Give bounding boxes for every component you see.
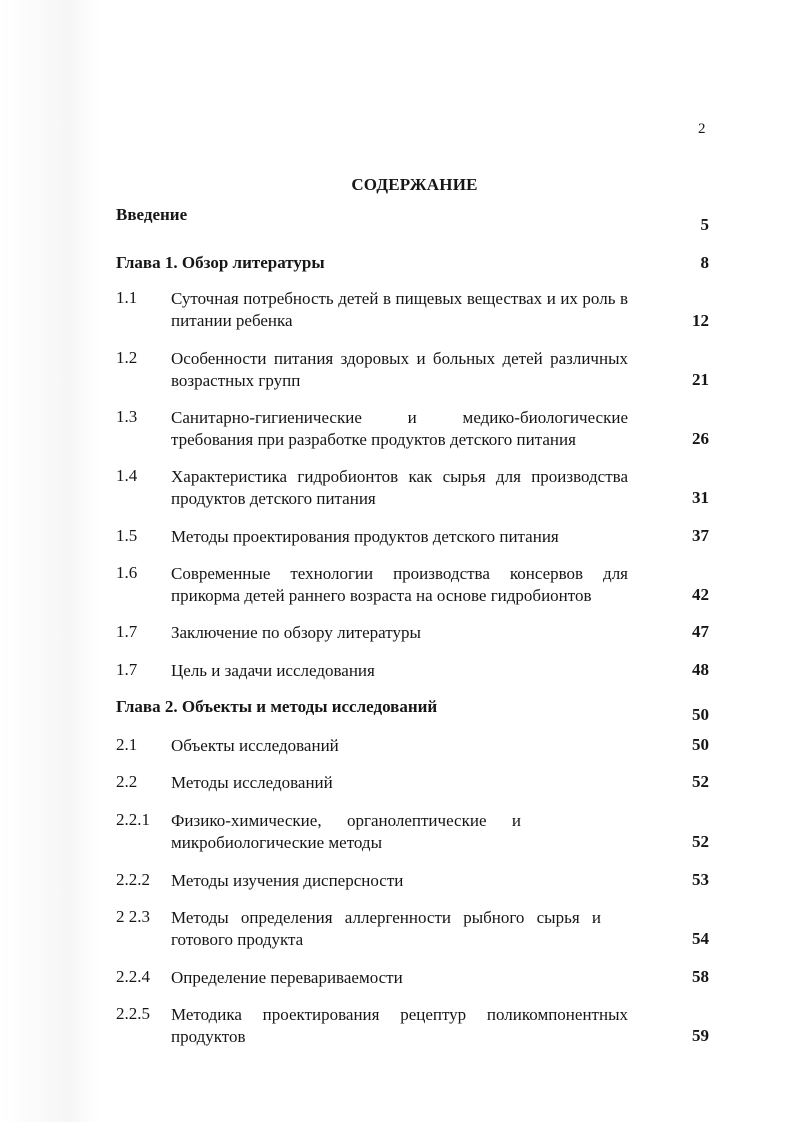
toc-entry-2-2-5-text: Методика проектирования рецептур поликомпонентных продуктов bbox=[171, 1005, 628, 1046]
toc-entry-1-1-page: 12 bbox=[692, 311, 709, 330]
toc-entry-1-7-number: 1.7 bbox=[116, 622, 138, 641]
toc-entry-1-3-number: 1.3 bbox=[116, 407, 138, 426]
toc-entry-1-5-text: Методы проектирования продуктов детского питания bbox=[171, 527, 559, 546]
toc-entry-2-2-3-number: 2 2.3 bbox=[116, 907, 150, 926]
toc-entry-2-1-page: 50 bbox=[692, 735, 709, 754]
toc-entry-1-7-text: Заключение по обзору литературы bbox=[171, 623, 421, 642]
toc-entry-2-1-text: Объекты исследований bbox=[171, 736, 339, 755]
toc-entry-1-2-page: 21 bbox=[692, 370, 709, 389]
toc-entry-1-6-number: 1.6 bbox=[116, 563, 138, 582]
page-number: 2 bbox=[698, 121, 706, 137]
toc-entry-goals-number: 1.7 bbox=[116, 660, 138, 679]
toc-entry-intro-label: Введение bbox=[116, 205, 188, 224]
toc-entry-2-2-5-page: 59 bbox=[692, 1026, 709, 1045]
toc-entry-2-2-number: 2.2 bbox=[116, 772, 138, 791]
toc-entry-1-6-text: Современные технологии производства консервов для прикорма детей раннего возраста на основе гидробионтов bbox=[171, 564, 628, 605]
toc-entry-1-4-number: 1.4 bbox=[116, 466, 138, 485]
toc-entry-1-1-number: 1.1 bbox=[116, 288, 138, 307]
toc-entry-chapter-2-label: Глава 2. Объекты и методы исследований bbox=[116, 697, 438, 716]
toc-entry-goals-text: Цель и задачи исследования bbox=[171, 661, 375, 680]
toc-entry-2-2-4-page: 58 bbox=[692, 967, 709, 986]
toc-entry-2-2-1-number: 2.2.1 bbox=[116, 810, 150, 829]
toc-entry-2-2-1-page: 52 bbox=[692, 832, 709, 851]
toc-entry-2-1-number: 2.1 bbox=[116, 735, 138, 754]
toc-entry-1-3-page: 26 bbox=[692, 429, 709, 448]
toc-entry-chapter-1-page: 8 bbox=[700, 253, 709, 272]
toc-entry-2-2-4-number: 2.2.4 bbox=[116, 967, 150, 986]
toc-entry-2-2-3-page: 54 bbox=[692, 929, 709, 948]
toc-entry-2-2-2-number: 2.2.2 bbox=[116, 870, 150, 889]
toc-entry-1-2-text: Особенности питания здоровых и больных детей различных возрастных групп bbox=[171, 349, 628, 390]
toc-entry-1-7-page: 47 bbox=[692, 622, 709, 641]
document-title: СОДЕРЖАНИЕ bbox=[351, 175, 478, 194]
toc-entry-2-2-1-text: Физико-химические, органолептические и микробиологические методы bbox=[171, 811, 521, 852]
toc-entry-1-1-text: Суточная потребность детей в пищевых веществах и их роль в питании ребенка bbox=[171, 289, 628, 330]
toc-entry-1-6-page: 42 bbox=[692, 585, 709, 604]
toc-entry-2-2-5-number: 2.2.5 bbox=[116, 1004, 150, 1023]
toc-entry-2-2-2-text: Методы изучения дисперсности bbox=[171, 871, 404, 890]
toc-entry-2-2-page: 52 bbox=[692, 772, 709, 791]
toc-entry-chapter-1-label: Глава 1. Обзор литературы bbox=[116, 253, 325, 272]
toc-entry-1-5-page: 37 bbox=[692, 526, 709, 545]
toc-entry-2-2-2-page: 53 bbox=[692, 870, 709, 889]
toc-entry-1-3-text: Санитарно-гигиенические и медико-биологические требования при разработке продуктов детского питания bbox=[171, 408, 628, 449]
toc-entry-2-2-text: Методы исследований bbox=[171, 773, 333, 792]
toc-entry-1-2-number: 1.2 bbox=[116, 348, 138, 367]
toc-entry-chapter-2-page: 50 bbox=[692, 705, 709, 724]
toc-entry-goals-page: 48 bbox=[692, 660, 709, 679]
toc-entry-1-5-number: 1.5 bbox=[116, 526, 138, 545]
toc-entry-1-4-text: Характеристика гидробионтов как сырья для производства продуктов детского питания bbox=[171, 467, 628, 508]
toc-entry-2-2-3-text: Методы определения аллергенности рыбного сырья и готового продукта bbox=[171, 908, 601, 949]
toc-entry-intro-page: 5 bbox=[700, 215, 709, 234]
toc-entry-1-4-page: 31 bbox=[692, 488, 709, 507]
toc-entry-2-2-4-text: Определение перевариваемости bbox=[171, 968, 403, 987]
